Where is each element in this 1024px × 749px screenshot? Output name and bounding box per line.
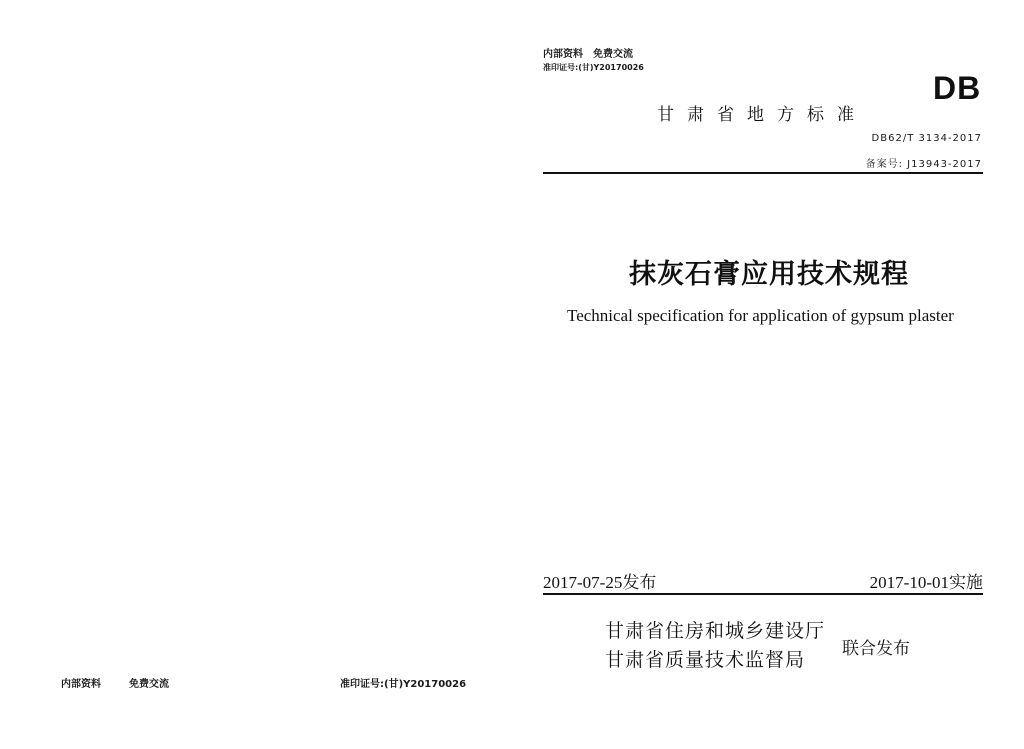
title-english: Technical specification for application of gypsum plaster (567, 306, 954, 325)
title-chinese: 抹灰石膏应用技术规程 (629, 259, 909, 290)
header-rule (543, 172, 983, 174)
issuer-housing-dept: 甘肃省住房和城乡建设厅 (605, 620, 826, 642)
db-mark: DB (933, 70, 982, 106)
joint-issue-label: 联合发布 (842, 639, 910, 659)
footer-internal: 内部资料 (61, 679, 101, 690)
standard-code: DB62/T 3134-2017 (871, 133, 982, 144)
date-rule (543, 593, 983, 595)
issue-date: 2017-07-25发布 (543, 573, 657, 592)
footer-print-permit: 准印证号:(甘)Y20170026 (340, 679, 467, 690)
internal-note: 内部资料 免费交流 (543, 49, 633, 60)
filing-number: 备案号: J13943-2017 (865, 159, 982, 170)
standard-category: 甘肃省地方标准 (657, 105, 867, 125)
issuer-quality-bureau: 甘肃省质量技术监督局 (605, 649, 806, 671)
print-permit-top: 准印证号:(甘)Y20170026 (543, 63, 644, 72)
footer-free-exchange: 免费交流 (129, 679, 169, 690)
effective-date: 2017-10-01实施 (869, 573, 983, 592)
